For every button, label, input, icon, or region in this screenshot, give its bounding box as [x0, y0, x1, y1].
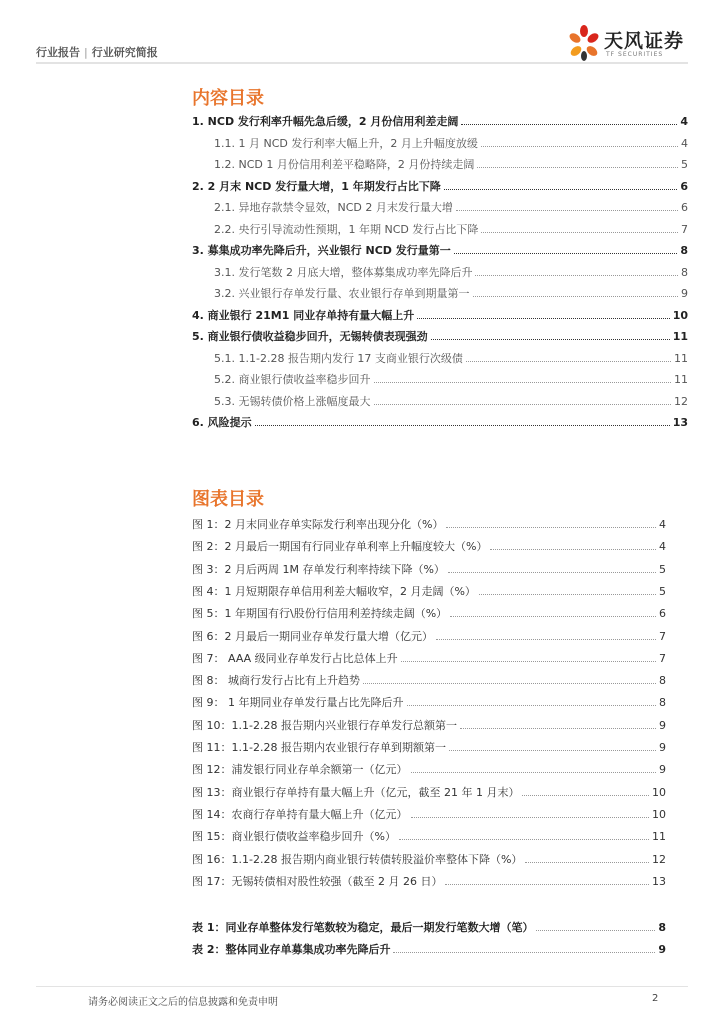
toc-entry[interactable] — [192, 411, 688, 429]
figure-entry-page: 7 — [659, 651, 666, 665]
toc-entry-page: 7 — [681, 222, 688, 236]
figure-entry[interactable] — [192, 736, 666, 754]
dot-leader — [363, 683, 656, 684]
figure-entry-page: 13 — [652, 874, 666, 888]
toc-entry-page: 9 — [681, 287, 688, 300]
figure-entry-page: 4 — [659, 518, 666, 531]
dot-leader — [417, 318, 669, 319]
toc-entry-title: 3.2. 兴业银行存单发行量、农业银行存单到期量第一 — [214, 287, 470, 300]
toc-entry[interactable] — [214, 368, 688, 386]
toc-entry-title: 2. 2 月末 NCD 发行量大增，1 年期发行占比下降 — [192, 179, 441, 193]
figure-entry[interactable] — [192, 513, 666, 531]
figure-entry[interactable] — [192, 558, 666, 576]
logo-flower-icon — [566, 24, 602, 62]
figure-entry-title: 图 9： 1 年期同业存单发行量占比先降后升 — [192, 696, 404, 710]
figure-entry-title: 图 3：2 月后两周 1M 存单发行利率持续下降（%） — [192, 562, 445, 576]
table-entry-title: 表 1：同业存单整体发行笔数较为稳定，最后一期发行笔数大增（笔） — [192, 921, 534, 934]
logo-subtitle: TF SECURITIES — [606, 51, 664, 58]
toc-entry-page: 5 — [681, 158, 688, 171]
dot-leader — [450, 616, 656, 617]
dot-leader — [407, 705, 657, 706]
figure-entry[interactable] — [192, 714, 666, 732]
footer-disclaimer: 请务必阅读正文之后的信息披露和免责申明 — [88, 997, 278, 1008]
dot-leader — [525, 862, 649, 863]
figure-entry-title: 图 7： AAA 级同业存单发行占比总体上升 — [192, 651, 398, 665]
figure-entry-page: 4 — [659, 540, 666, 554]
figure-entry-page: 8 — [659, 696, 666, 710]
dot-leader — [454, 253, 678, 254]
dot-leader — [490, 549, 656, 550]
toc-entry-title: 4. 商业银行 21M1 同业存单持有量大幅上升 — [192, 308, 415, 322]
toc-entry-title: 1.2. NCD 1 月份信用利差平稳略降，2 月份持续走阔 — [214, 158, 475, 171]
toc-entry-title: 1.1. 1 月 NCD 发行利率大幅上升，2 月上升幅度放缓 — [214, 136, 478, 150]
dot-leader — [461, 124, 677, 125]
figure-entry-page: 12 — [652, 852, 666, 866]
toc-entry-title: 5.2. 商业银行债收益率稳步回升 — [214, 373, 371, 386]
figure-entry-title: 图 16：1.1-2.28 报告期内商业银行转债转股溢价率整体下降（%） — [192, 852, 523, 866]
toc-entry[interactable] — [214, 390, 688, 408]
figure-entry-title: 图 15：商业银行债收益率稳步回升（%） — [192, 830, 396, 844]
toc-entry-page: 11 — [674, 351, 688, 365]
toc-entry-page: 11 — [674, 373, 688, 386]
dot-leader — [399, 839, 649, 840]
footer-divider — [36, 986, 688, 987]
dot-leader — [374, 404, 672, 405]
figure-entry-title: 图 10：1.1-2.28 报告期内兴业银行存单发行总额第一 — [192, 718, 457, 732]
figure-entry[interactable] — [192, 647, 666, 665]
toc-entry-page: 8 — [680, 244, 688, 257]
toc-entry-title: 1. NCD 发行利率升幅先急后缓，2 月份信用利差走阔 — [192, 115, 459, 128]
logo-name: 天风证券 — [604, 30, 685, 52]
dot-leader — [475, 275, 678, 276]
toc-entry-page: 13 — [672, 416, 688, 429]
toc-entry-title: 5.1. 1.1-2.28 报告期内发行 17 支商业银行次级债 — [214, 351, 463, 365]
toc-entry[interactable] — [214, 347, 688, 365]
figure-entry[interactable] — [192, 535, 666, 553]
toc-entry-title: 6. 风险提示 — [192, 416, 252, 429]
toc-entry-title: 2.2. 央行引导流动性预期，1 年期 NCD 发行占比下降 — [214, 222, 479, 236]
dot-leader — [460, 728, 656, 729]
figure-entry[interactable] — [192, 781, 666, 799]
toc-entry-title: 3.1. 发行笔数 2 月底大增，整体募集成功率先降后升 — [214, 265, 473, 279]
dot-leader — [479, 594, 656, 595]
dot-leader — [481, 232, 678, 233]
figure-entry-page: 7 — [659, 629, 666, 643]
toc-entry[interactable] — [214, 132, 688, 150]
figure-entry-page: 10 — [652, 807, 666, 821]
figure-entry-title: 图 1：2 月末同业存单实际发行利率出现分化（%） — [192, 518, 444, 531]
toc-entry[interactable] — [214, 282, 688, 300]
figure-entry-page: 9 — [659, 718, 666, 732]
figure-entry[interactable] — [192, 758, 666, 776]
figure-entry[interactable] — [192, 691, 666, 709]
dot-leader — [255, 425, 670, 426]
toc-entry-title: 3. 募集成功率先降后升，兴业银行 NCD 发行量第一 — [192, 244, 451, 257]
toc-entry[interactable] — [214, 218, 688, 236]
figure-entry[interactable] — [192, 803, 666, 821]
report-subcategory: 行业研究简报 — [91, 46, 158, 59]
toc-entry[interactable] — [192, 110, 688, 128]
dot-leader — [536, 930, 655, 931]
figure-entry[interactable] — [192, 625, 666, 643]
dot-leader — [374, 382, 672, 383]
toc-entry-page: 8 — [681, 265, 688, 279]
company-logo — [566, 24, 706, 62]
figure-entry[interactable] — [192, 870, 666, 888]
report-category: 行业报告 — [36, 46, 80, 59]
dot-leader — [431, 339, 670, 340]
dot-leader — [449, 750, 656, 751]
figure-entry-title: 图 6：2 月最后一期同业存单发行量大增（亿元） — [192, 629, 433, 643]
table-entry-page: 8 — [658, 921, 666, 934]
toc-entry-page: 6 — [681, 201, 688, 214]
dot-leader — [522, 795, 649, 796]
dot-leader — [411, 817, 650, 818]
figure-entry-page: 5 — [659, 562, 666, 576]
toc-entry-page: 6 — [680, 179, 688, 193]
figure-entry-title: 图 13：商业银行存单持有量大幅上升（亿元，截至 21 年 1 月末） — [192, 785, 520, 799]
figure-entry-page: 8 — [659, 674, 666, 688]
figure-entry-title: 图 2：2 月最后一期国有行同业存单利率上升幅度较大（%） — [192, 540, 488, 554]
breadcrumb-separator: | — [84, 46, 88, 59]
dot-leader — [444, 189, 678, 190]
toc-entry-page: 4 — [681, 136, 688, 150]
figure-entry-page: 10 — [652, 785, 666, 799]
toc-entry-title: 5.3. 无锡转债价格上涨幅度最大 — [214, 394, 371, 408]
toc-entry-page: 12 — [674, 394, 688, 408]
figure-entry[interactable] — [192, 580, 666, 598]
dot-leader — [436, 639, 656, 640]
table-entry[interactable] — [192, 938, 666, 956]
header-divider — [36, 62, 688, 64]
breadcrumb — [36, 44, 158, 60]
dot-leader — [448, 572, 656, 573]
dot-leader — [466, 361, 671, 362]
figure-entry-page: 9 — [659, 741, 666, 754]
dot-leader — [481, 146, 678, 147]
toc-entry-page: 11 — [672, 330, 688, 343]
toc-entry[interactable] — [192, 239, 688, 257]
dot-leader — [445, 884, 649, 885]
dot-leader — [411, 772, 657, 773]
figure-entry-page: 9 — [659, 763, 666, 777]
figure-entry-title: 图 4：1 月短期限存单信用利差大幅收窄，2 月走阔（%） — [192, 584, 476, 598]
page-number: 2 — [652, 993, 659, 1004]
toc-entry-title: 2.1. 异地存款禁令显效，NCD 2 月末发行量大增 — [214, 201, 453, 214]
dot-leader — [473, 296, 679, 297]
toc-entry[interactable] — [214, 196, 688, 214]
dot-leader — [456, 210, 678, 211]
toc-entry-page: 4 — [680, 115, 688, 128]
figure-entry[interactable] — [192, 602, 666, 620]
figure-entry-title: 图 8： 城商行发行占比有上升趋势 — [192, 674, 360, 688]
contents-title: 内容目录 — [192, 88, 264, 109]
table-entry-page: 9 — [658, 943, 666, 956]
figure-entry[interactable] — [192, 848, 666, 866]
figure-entry-title: 图 12：浦发银行同业存单余额第一（亿元） — [192, 763, 408, 777]
figures-title: 图表目录 — [192, 489, 264, 510]
toc-entry[interactable] — [192, 175, 688, 193]
dot-leader — [401, 661, 656, 662]
page-header — [0, 0, 724, 70]
dot-leader — [446, 527, 656, 528]
toc-entry[interactable] — [192, 304, 688, 322]
figure-entry-title: 图 5：1 年期国有行\股份行信用利差持续走阔（%） — [192, 607, 448, 621]
toc-entry-page: 10 — [672, 308, 688, 322]
figure-entry-page: 6 — [659, 607, 666, 621]
figure-entry-title: 图 11：1.1-2.28 报告期内农业银行存单到期额第一 — [192, 741, 446, 754]
toc-entry[interactable] — [214, 153, 688, 171]
toc-entry[interactable] — [214, 261, 688, 279]
toc-entry[interactable] — [192, 325, 688, 343]
dot-leader — [393, 952, 655, 953]
figure-entry[interactable] — [192, 669, 666, 687]
dot-leader — [477, 167, 678, 168]
figure-entry-page: 11 — [652, 830, 666, 844]
table-entry-title: 表 2：整体同业存单募集成功率先降后升 — [192, 943, 391, 956]
figure-entry-title: 图 14：农商行存单持有量大幅上升（亿元） — [192, 807, 408, 821]
table-entry[interactable] — [192, 916, 666, 934]
figure-entry-title: 图 17：无锡转债相对股性较强（截至 2 月 26 日） — [192, 874, 443, 888]
figure-entry-page: 5 — [659, 584, 666, 598]
toc-entry-title: 5. 商业银行债收益稳步回升，无锡转债表现强劲 — [192, 330, 428, 343]
figure-entry[interactable] — [192, 825, 666, 843]
